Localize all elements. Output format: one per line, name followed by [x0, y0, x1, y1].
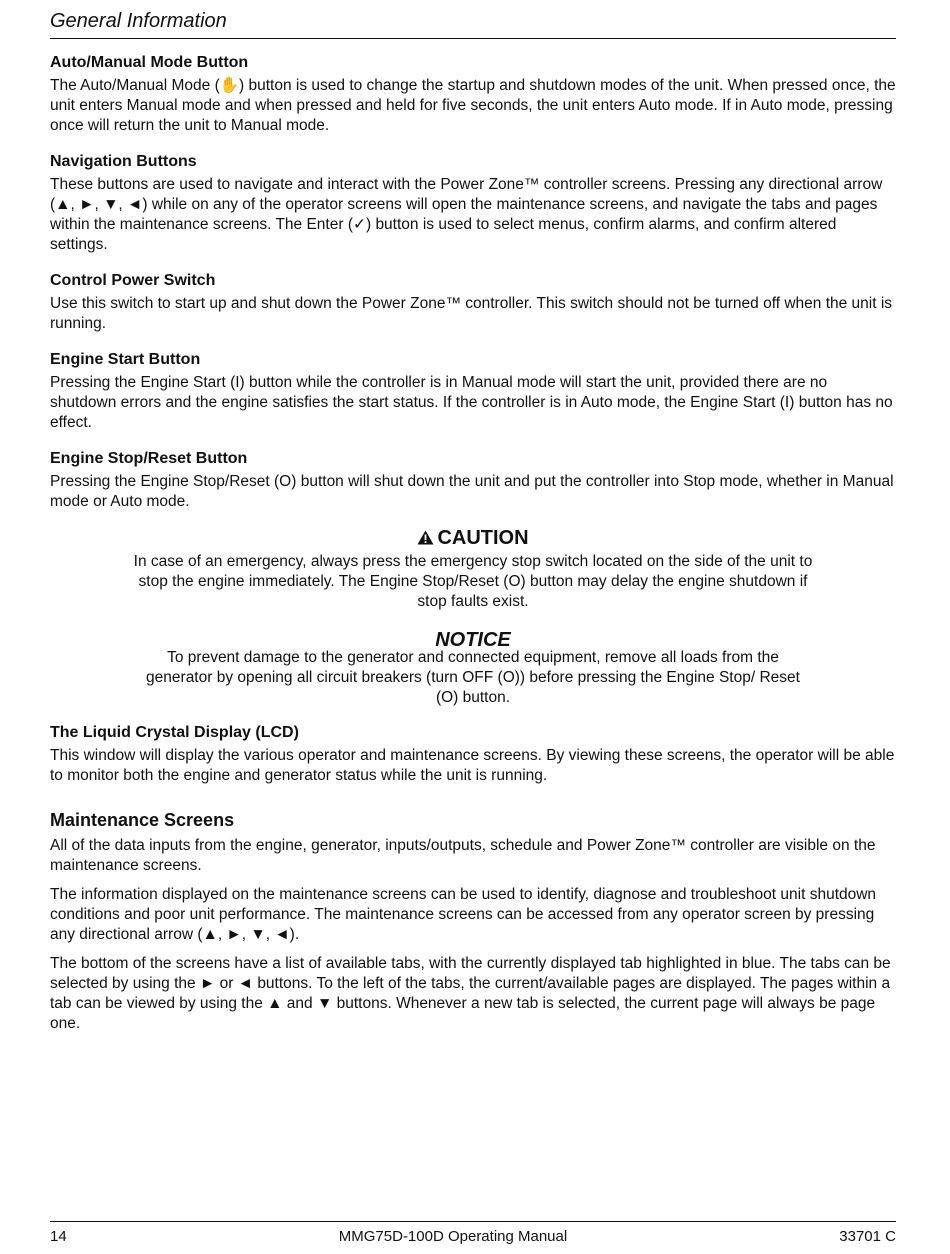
section-text: Pressing the Engine Stop/Reset (O) button will shut down the unit and put the controller into Stop mode, whether in Manual mode or Auto mode. — [50, 473, 894, 510]
section-auto-manual-mode-button — [50, 52, 896, 136]
section-title: Navigation Buttons — [50, 153, 197, 170]
document-number: 33701 C — [839, 1228, 896, 1245]
caution-box — [133, 527, 813, 612]
section-title: The Liquid Crystal Display (LCD) — [50, 724, 299, 741]
section-navigation-buttons — [50, 151, 896, 255]
page-header — [50, 8, 896, 39]
section-title: Control Power Switch — [50, 272, 216, 289]
manual-title: MMG75D-100D Operating Manual — [338, 1228, 568, 1245]
section-title: Engine Stop/Reset Button — [50, 450, 248, 467]
page-number: 14 — [50, 1228, 67, 1245]
page-header-title: General Information — [50, 10, 227, 32]
caution-heading — [133, 527, 813, 550]
notice-text: To prevent damage to the generator and connected equipment, remove all loads from the generator by opening all circuit breakers (turn OFF (O)) before pressing the Engine Stop/ Reset (O) button. — [146, 649, 800, 706]
section-text: The Auto/Manual Mode (✋) button is used to change the startup and shutdown modes of the unit. When pressed once, the unit enters Manual mode and when pressed and held for five seconds, the unit enters Auto mode. If in Auto mode, pressing once will return the unit to Manual mode. — [50, 77, 896, 134]
section-title: Auto/Manual Mode Button — [50, 54, 249, 71]
maintenance-paragraph: The bottom of the screens have a list of available tabs, with the currently displayed tab highlighted in blue. The tabs can be selected by using the ► or ◄ buttons. To the left of the tabs, the current/available pages are displayed. The pages within a tab can be viewed by using the ▲ and ▼ buttons. Whenever a new tab is selected, the current page will always be page one. — [50, 955, 891, 1032]
caution-title: CAUTION — [437, 527, 529, 549]
section-engine-start-button — [50, 349, 896, 433]
section-text: These buttons are used to navigate and interact with the Power Zone™ controller screens. Pressing any directional arrow (▲, ►, ▼, ◄) while on any of the operator screens will open the maintenance screens, and navigate the tabs and pages within the maintenance screens. The Enter (✓) button is used to select menus, confirm alarms, and confirm altered settings. — [50, 176, 883, 253]
caution-text: In case of an emergency, always press the emergency stop switch located on the side of the unit to stop the engine immediately. The Engine Stop/Reset (O) button may delay the engine shutdown if stop faults exist. — [133, 553, 813, 610]
section-title: Engine Start Button — [50, 351, 201, 368]
section-text: Pressing the Engine Start (I) button while the controller is in Manual mode will start the unit, provided there are no shutdown errors and the engine satisfies the start status. If the controller is in Auto mode, the Engine Start (I) button has no effect. — [50, 374, 893, 431]
page-content — [50, 52, 896, 1043]
document-page — [50, 0, 896, 1254]
section-control-power-switch — [50, 270, 896, 334]
maintenance-paragraph: The information displayed on the maintenance screens can be used to identify, diagnose and troubleshoot unit shutdown conditions and poor unit performance. The maintenance screens can be accessed from any operator screen by pressing any directional arrow (▲, ►, ▼, ◄). — [50, 886, 877, 943]
notice-title: NOTICE — [435, 629, 511, 651]
maintenance-screens-heading: Maintenance Screens — [50, 810, 235, 830]
section-engine-stop-reset-button — [50, 448, 896, 512]
section-text: This window will display the various operator and maintenance screens. By viewing these screens, the operator will be able to monitor both the engine and generator status while the unit is running. — [50, 747, 895, 784]
notice-box — [133, 630, 813, 708]
warning-triangle-icon — [417, 528, 434, 550]
page-footer — [50, 1221, 896, 1247]
section-text: Use this switch to start up and shut down the Power Zone™ controller. This switch should not be turned off when the unit is running. — [50, 295, 893, 332]
maintenance-paragraph: All of the data inputs from the engine, generator, inputs/outputs, schedule and Power Zone™ controller are visible on the maintenance screens. — [50, 837, 876, 874]
section-lcd — [50, 722, 896, 786]
